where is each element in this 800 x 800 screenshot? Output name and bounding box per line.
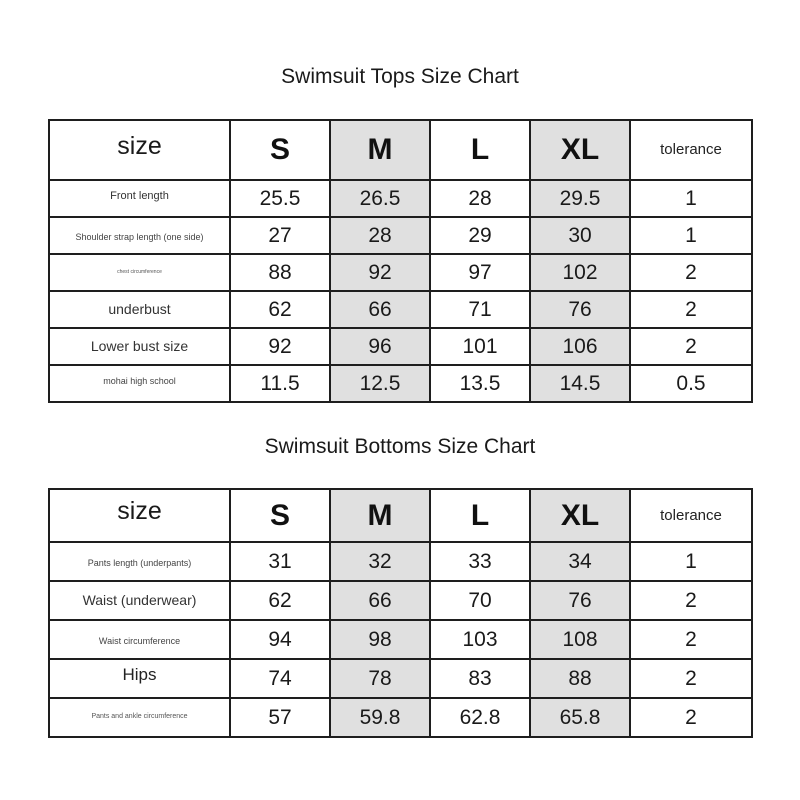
cell-m: 98 xyxy=(330,620,430,659)
row-label: Lower bust size xyxy=(49,328,230,365)
header-size-cell xyxy=(49,120,230,180)
cell-tolerance: 1 xyxy=(630,217,752,254)
cell-l: 70 xyxy=(430,581,530,620)
row-label: Pants and ankle circumference xyxy=(49,698,230,737)
cell-xl: 29.5 xyxy=(530,180,630,217)
row-label: Shoulder strap length (one side) xyxy=(49,217,230,254)
cell-xl: 106 xyxy=(530,328,630,365)
cell-s: 92 xyxy=(230,328,330,365)
header-size-xl: XL xyxy=(530,120,630,180)
table-row xyxy=(49,180,752,217)
header-size-s: S xyxy=(230,120,330,180)
cell-xl: 34 xyxy=(530,542,630,581)
table-header-row xyxy=(49,120,752,180)
cell-s: 27 xyxy=(230,217,330,254)
table-row xyxy=(49,659,752,698)
header-tolerance: tolerance xyxy=(630,489,752,542)
header-size-xl: XL xyxy=(530,489,630,542)
table-row xyxy=(49,581,752,620)
cell-s: 31 xyxy=(230,542,330,581)
cell-tolerance: 2 xyxy=(630,659,752,698)
cell-m: 96 xyxy=(330,328,430,365)
cell-s: 25.5 xyxy=(230,180,330,217)
table-header-row xyxy=(49,489,752,542)
cell-tolerance: 2 xyxy=(630,328,752,365)
cell-s: 62 xyxy=(230,291,330,328)
cell-tolerance: 2 xyxy=(630,254,752,291)
cell-l: 97 xyxy=(430,254,530,291)
table-row xyxy=(49,254,752,291)
row-label: Waist (underwear) xyxy=(49,581,230,620)
header-size-m: M xyxy=(330,489,430,542)
cell-s: 94 xyxy=(230,620,330,659)
cell-m: 28 xyxy=(330,217,430,254)
cell-l: 103 xyxy=(430,620,530,659)
cell-tolerance: 1 xyxy=(630,180,752,217)
cell-m: 78 xyxy=(330,659,430,698)
cell-s: 88 xyxy=(230,254,330,291)
row-label: Waist circumference xyxy=(49,620,230,659)
cell-s: 74 xyxy=(230,659,330,698)
tops-size-table xyxy=(48,119,753,403)
cell-m: 66 xyxy=(330,291,430,328)
tops-chart-title: Swimsuit Tops Size Chart xyxy=(281,65,519,88)
cell-m: 59.8 xyxy=(330,698,430,737)
header-size-cell xyxy=(49,489,230,542)
header-size-label: size xyxy=(117,131,162,160)
cell-tolerance: 2 xyxy=(630,620,752,659)
row-label: Front length xyxy=(49,180,230,217)
row-label: mohai high school xyxy=(49,365,230,402)
cell-xl: 76 xyxy=(530,291,630,328)
cell-s: 11.5 xyxy=(230,365,330,402)
row-label: underbust xyxy=(49,291,230,328)
header-size-s: S xyxy=(230,489,330,542)
cell-xl: 102 xyxy=(530,254,630,291)
bottoms-size-table xyxy=(48,488,753,738)
cell-s: 62 xyxy=(230,581,330,620)
header-size-l: L xyxy=(430,489,530,542)
cell-m: 66 xyxy=(330,581,430,620)
cell-tolerance: 1 xyxy=(630,542,752,581)
table-row xyxy=(49,291,752,328)
cell-xl: 30 xyxy=(530,217,630,254)
cell-tolerance: 0.5 xyxy=(630,365,752,402)
cell-l: 71 xyxy=(430,291,530,328)
cell-tolerance: 2 xyxy=(630,291,752,328)
cell-m: 32 xyxy=(330,542,430,581)
table-row xyxy=(49,328,752,365)
cell-xl: 65.8 xyxy=(530,698,630,737)
cell-l: 29 xyxy=(430,217,530,254)
cell-m: 26.5 xyxy=(330,180,430,217)
row-label: Pants length (underpants) xyxy=(49,542,230,581)
cell-l: 28 xyxy=(430,180,530,217)
cell-xl: 88 xyxy=(530,659,630,698)
cell-s: 57 xyxy=(230,698,330,737)
cell-xl: 76 xyxy=(530,581,630,620)
header-tolerance: tolerance xyxy=(630,120,752,180)
cell-l: 62.8 xyxy=(430,698,530,737)
table-row xyxy=(49,620,752,659)
header-size-m: M xyxy=(330,120,430,180)
header-size-label: size xyxy=(117,497,162,525)
table-row xyxy=(49,365,752,402)
row-label: Hips xyxy=(49,659,230,698)
cell-l: 13.5 xyxy=(430,365,530,402)
row-label: chest circumference xyxy=(49,254,230,291)
cell-l: 33 xyxy=(430,542,530,581)
cell-xl: 108 xyxy=(530,620,630,659)
table-row xyxy=(49,698,752,737)
cell-xl: 14.5 xyxy=(530,365,630,402)
cell-l: 101 xyxy=(430,328,530,365)
bottoms-chart-title: Swimsuit Bottoms Size Chart xyxy=(264,435,536,458)
cell-l: 83 xyxy=(430,659,530,698)
cell-m: 12.5 xyxy=(330,365,430,402)
table-row xyxy=(49,542,752,581)
table-row xyxy=(49,217,752,254)
header-size-l: L xyxy=(430,120,530,180)
cell-tolerance: 2 xyxy=(630,698,752,737)
cell-m: 92 xyxy=(330,254,430,291)
cell-tolerance: 2 xyxy=(630,581,752,620)
